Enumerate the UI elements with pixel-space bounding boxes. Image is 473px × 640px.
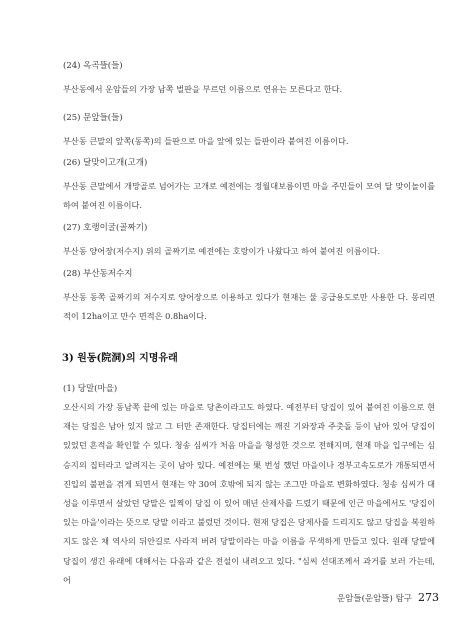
entry-title: (28) 부산동저수지 <box>63 269 133 279</box>
section-paragraph: 오산시의 가장 동남쪽 끝에 있는 마을로 당촌이라고도 하였다. 예전부터 당집이 있어 붙여진 이름으로 현재는 당집은 남아 있지 않고 그 터만 존재한다. 당집터에는 깨진 기와장과 주춧돌 등이 남아 있어 당집이 있었던 흔적을 확인할 수 있다. 청송 심씨가 처음 마을을 형성한 것으로 전해지며, 현재 마을 입구에는 심승지의 집터라고 알려지는 곳이 남아 있다. 예전에는 果 번성 했던 마을이나 경부고속도로가 개통되면서 진입의 불편을 겪게 되면서 현재는 약 30여 호밖에 되지 않는 조그만 마을로 변화하였다. 청송 심씨가 대성을 이루면서 살았던 당말은 일찍이 당집 이 있어 매년 산제사를 드렸기 때문에 인근 마을에서도 '당집이 있는 마을'이라는 뜻으로 당말 이라고 불렀던 것이다. 현재 당집은 당제사를 드리지도 않고 당집을 복원하지도 않은 채 역사의 뒤안길로 사라져 버려 당말이라는 마을 이름을 무색하게 만들고 있다. 원래 당말에 당집이 생긴 유래에 대해서는 다음과 같은 전설이 내려오고 있다. "심씨 선대조께서 과거를 보러 가는데, 어 <box>63 402 435 585</box>
entry-body: 부산동에서 운암들의 가장 남쪽 벌판을 부르던 이름으로 연유는 모른다고 한다. <box>63 84 343 94</box>
entry-body: 부산동 동쪽 골짜기의 저수지로 양어장으로 이용하고 있다가 현재는 물 공급용도로만 사용한 다. 몽리면적이 12ha이고 만수 면적은 0.8ha이다. <box>63 292 435 321</box>
entry-28 <box>63 268 435 326</box>
entry-title: (26) 달맞이고개(고개) <box>63 158 148 168</box>
entry-24 <box>63 60 435 99</box>
entry-27 <box>63 222 435 261</box>
entry-title: (25) 문앞들(들) <box>63 113 123 123</box>
running-footer-title: 운암들(운암뜰) 탐구 <box>336 594 412 604</box>
section-heading: 3) 원동(院洞)의 지명유래 <box>62 353 178 364</box>
entry-body: 부산동 양어장(저수지) 위의 골짜기로 예전에는 호랑이가 나왔다고 하여 붙여진 이름이다. <box>63 246 381 256</box>
entry-body: 부산동 큰말에서 개망골로 넘어가는 고개로 예전에는 정월대보름이면 마을 주민들이 모여 달 맞이놀이를 하여 붙여진 이름이다. <box>63 181 435 210</box>
entry-title: (27) 호랭이굴(골짜기) <box>63 223 148 233</box>
entry-25 <box>63 112 435 151</box>
subsection-title: (1) 당말(마을) <box>63 384 118 394</box>
entry-26 <box>63 157 435 215</box>
page-number: 273 <box>418 591 439 604</box>
entry-title: (24) 옥곡뜰(들) <box>63 61 123 71</box>
page-footer <box>337 591 439 604</box>
entry-body: 부산동 큰말의 앞쪽(동쪽)의 들판으로 마을 앞에 있는 들판이라 붙여진 이름이다. <box>63 136 349 146</box>
